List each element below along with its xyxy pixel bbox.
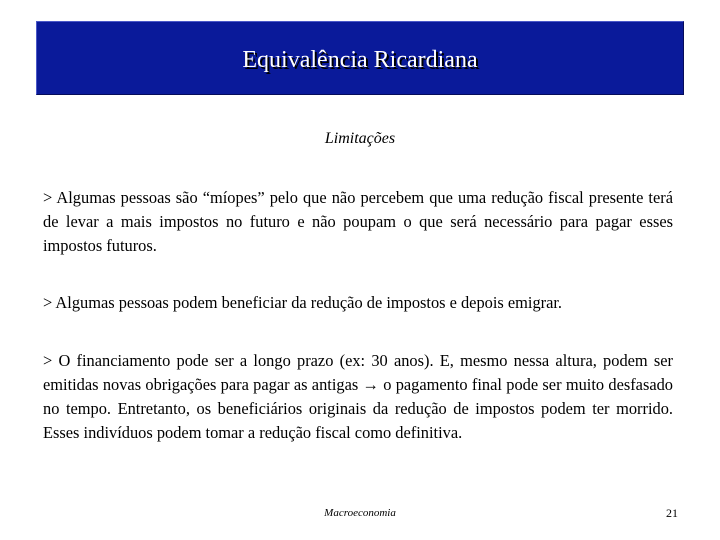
slide-title: Equivalência Ricardiana bbox=[242, 46, 478, 73]
paragraph-emigrate: > Algumas pessoas podem beneficiar da redução de impostos e depois emigrar. bbox=[43, 293, 563, 312]
slide-subtitle: Limitações bbox=[324, 130, 396, 147]
footer-course-label: Macroeconomia bbox=[324, 507, 396, 519]
paragraph-long-term-financing: > O financiamento pode ser a longo prazo (ex: 30 anos). E, mesmo nessa altura, podem ser emitidas novas obrigações para pagar as antigas → o pagamento final pode ser muito desfasado no tempo. Entretanto, os beneficiários originais da redução de impostos podem ter morrido. Esses indivíduos podem tomar a redução fiscal como definitiva. bbox=[43, 351, 673, 442]
title-banner bbox=[36, 21, 684, 95]
page-number: 21 bbox=[666, 506, 678, 520]
paragraph-myopic: > Algumas pessoas são “míopes” pelo que não percebem que uma redução fiscal presente terá de levar a mais impostos no futuro e não poupam o que será necessário para pagar esses impostos futuros. bbox=[43, 188, 673, 255]
